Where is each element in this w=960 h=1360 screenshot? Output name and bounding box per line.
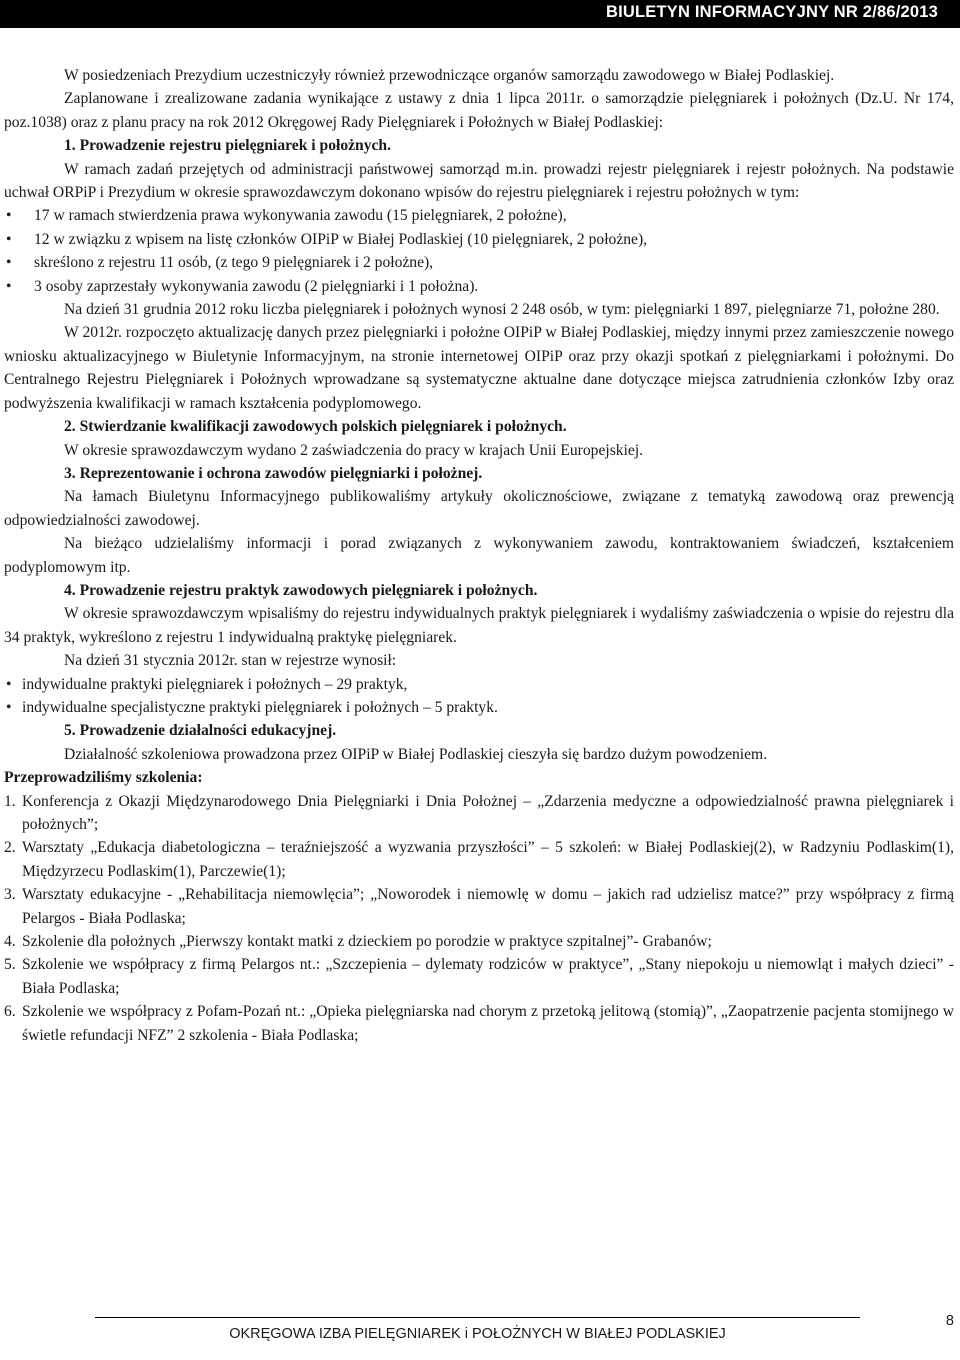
paragraph: W okresie sprawozdawczym wpisaliśmy do rejestru indywidualnych praktyk pielęgniarek i wydaliśmy zaświadczenia o wpisie do rejestru dla 34 praktyk, wykreślono z rejestru 1 indywidualną praktykę pielęgniarek. — [4, 605, 954, 646]
list-item-number: 6. — [4, 1003, 16, 1021]
bullet-icon: • — [6, 698, 12, 716]
list-item-text: indywidualne specjalistyczne praktyki pielęgniarek i położnych – 5 praktyk. — [22, 698, 498, 716]
list-item-text: Szkolenie dla położnych „Pierwszy kontakt matki z dzieckiem po porodzie w praktyce szpitalnej”- Grabanów; — [22, 933, 712, 951]
list-item-number: 3. — [4, 886, 16, 904]
list-item — [4, 790, 954, 837]
list-item-text: Konferencja z Okazji Międzynarodowego Dnia Pielęgniarki i Dnia Położnej – „Zdarzenia medyczne a odpowiedzialność prawna pielęgniarek i położnych”; — [22, 792, 954, 833]
paragraph: W 2012r. rozpoczęto aktualizację danych przez pielęgniarki i położne OIPiP w Białej Podlaskiej, między innymi przez zamieszczenie nowego wniosku aktualizacyjnego w Biuletynie Informacyjnym, na stronie internetowej OIPiP oraz przy okazji spotkań z pielęgniarkami i położnymi. Do Centralnego Rejestru Pielęgniarek i Położnych wprowadzane są systematyczne aktualne dane dotyczące miejsca zatrudnienia członków Izby oraz podwyższenia kwalifikacji w ramach kształcenia podyplomowego. — [4, 324, 954, 412]
paragraph: Na dzień 31 grudnia 2012 roku liczba pielęgniarek i położnych wynosi 2 248 osób, w tym: pielęgniarki 1 897, pielęgniarze 71, położne 280. — [64, 301, 940, 319]
header-title: BIULETYN INFORMACYJNY NR 2/86/2013 — [606, 3, 938, 21]
list-item-text: 12 w związku z wpisem na listę członków OIPiP w Białej Podlaskiej (10 pielęgniarek, 2 położne), — [34, 230, 648, 248]
footer-rule — [95, 1317, 860, 1342]
list-item-text: Warsztaty „Edukacja diabetologiczna – teraźniejszość a wyzwania przyszłości” – 5 szkoleń: w Białej Podlaskiej(2), w Radzyniu Podlaskim(1), Międzyrzecu Podlaskim(1), Parczewie(1); — [22, 839, 954, 880]
section-heading: 5. Prowadzenie działalności edukacyjnej. — [64, 722, 337, 740]
section-heading: 2. Stwierdzanie kwalifikacji zawodowych polskich pielęgniarek i położnych. — [64, 418, 567, 436]
bullet-icon: • — [6, 277, 12, 295]
header-bar — [0, 0, 960, 28]
bullet-list — [4, 673, 954, 720]
numbered-list — [4, 790, 954, 1047]
list-item — [4, 1000, 954, 1047]
bullet-icon: • — [6, 230, 12, 248]
section-heading: Przeprowadziliśmy szkolenia: — [4, 769, 203, 787]
list-item — [4, 953, 954, 1000]
list-item — [4, 836, 954, 883]
paragraph: Na bieżąco udzielaliśmy informacji i porad związanych z wykonywaniem zawodu, kontraktowaniem świadczeń, kształceniem podyplomowym itp. — [4, 535, 954, 576]
paragraph: Na łamach Biuletynu Informacyjnego publikowaliśmy artykuły okolicznościowe, związane z tematyką zawodową oraz prewencją odpowiedzialności zawodowej. — [4, 488, 954, 529]
paragraph: W ramach zadań przejętych od administracji państwowej samorząd m.in. prowadzi rejestr pielęgniarek i rejestr położnych. Na podstawie uchwał ORPiP i Prezydium w okresie sprawozdawczym dokonano wpisów do rejestru pielęgniarek i rejestru położnych w tym: — [4, 160, 954, 202]
list-item-text: Szkolenie we współpracy z firmą Pelargos nt.: „Szczepienia – dylematy rodziców w praktyce”, „Stany niepokoju u niemowląt i małych dzieci” - Biała Podlaska; — [22, 956, 954, 997]
paragraph: Na dzień 31 stycznia 2012r. stan w rejestrze wynosił: — [64, 652, 397, 670]
list-item — [4, 204, 954, 227]
list-item — [4, 251, 954, 274]
section-heading: 3. Reprezentowanie i ochrona zawodów pielęgniarki i położnej. — [64, 464, 483, 482]
paragraph: W posiedzeniach Prezydium uczestniczyły również przewodniczące organów samorządu zawodowego w Białej Podlaskiej. — [64, 67, 835, 84]
section-heading: 1. Prowadzenie rejestru pielęgniarek i położnych. — [64, 137, 392, 155]
document-body — [4, 64, 954, 1047]
list-item-text: 3 osoby zaprzestały wykonywania zawodu (2 pielęgniarki i 1 położna). — [34, 277, 479, 295]
bullet-icon: • — [6, 675, 12, 693]
list-item-text: skreślono z rejestru 11 osób, (z tego 9 pielęgniarek i 2 położne), — [34, 254, 434, 272]
paragraph: Zaplanowane i zrealizowane zadania wynikające z ustawy z dnia 1 lipca 2011r. o samorządzie pielęgniarek i położnych (Dz.U. Nr 174, poz.1038) oraz z planu pracy na rok 2012 Okręgowej Rady Pielęgniarek i Położnych w Białej Podlaskiej: — [4, 90, 954, 131]
list-item — [4, 883, 954, 930]
footer-text: OKRĘGOWA IZBA PIELĘGNIAREK i POŁOŻNYCH W BIAŁEJ PODLASKIEJ — [229, 1326, 726, 1342]
bullet-list — [4, 204, 954, 298]
list-item — [4, 673, 954, 696]
paragraph: Działalność szkoleniowa prowadzona przez OIPiP w Białej Podlaskiej cieszyła się bardzo dużym powodzeniem. — [64, 745, 768, 763]
list-item-number: 1. — [4, 792, 16, 810]
list-item-text: Warsztaty edukacyjne - „Rehabilitacja niemowlęcia”; „Noworodek i niemowlę w domu – jakich rad udzielisz matce?” przy współpracy z firmą Pelargos - Biała Podlaska; — [22, 886, 954, 927]
paragraph: W okresie sprawozdawczym wydano 2 zaświadczenia do pracy w krajach Unii Europejskiej. — [64, 441, 644, 459]
list-item-number: 5. — [4, 956, 16, 974]
list-item — [4, 696, 954, 719]
list-item — [4, 228, 954, 251]
section-heading: 4. Prowadzenie rejestru praktyk zawodowych pielęgniarek i położnych. — [64, 581, 538, 599]
list-item-text: indywidualne praktyki pielęgniarek i położnych – 29 praktyk, — [22, 675, 408, 693]
list-item-text: Szkolenie we współpracy z Pofam-Pozań nt.: „Opieka pielęgniarska nad chorym z przetoką jelitową (stomią)”, „Zaopatrzenie pacjenta stomijnego w świetle refundacji NFZ” 2 szkolenia - Biała Podlaska; — [22, 1003, 954, 1044]
list-item-number: 2. — [4, 839, 16, 857]
bullet-icon: • — [6, 254, 12, 272]
list-item — [4, 930, 954, 953]
list-item — [4, 275, 954, 298]
list-item-number: 4. — [4, 933, 16, 951]
list-item-text: 17 w ramach stwierdzenia prawa wykonywania zawodu (15 pielęgniarek, 2 położne), — [34, 207, 567, 225]
page-number: 8 — [945, 1313, 954, 1329]
bullet-icon: • — [6, 207, 12, 225]
